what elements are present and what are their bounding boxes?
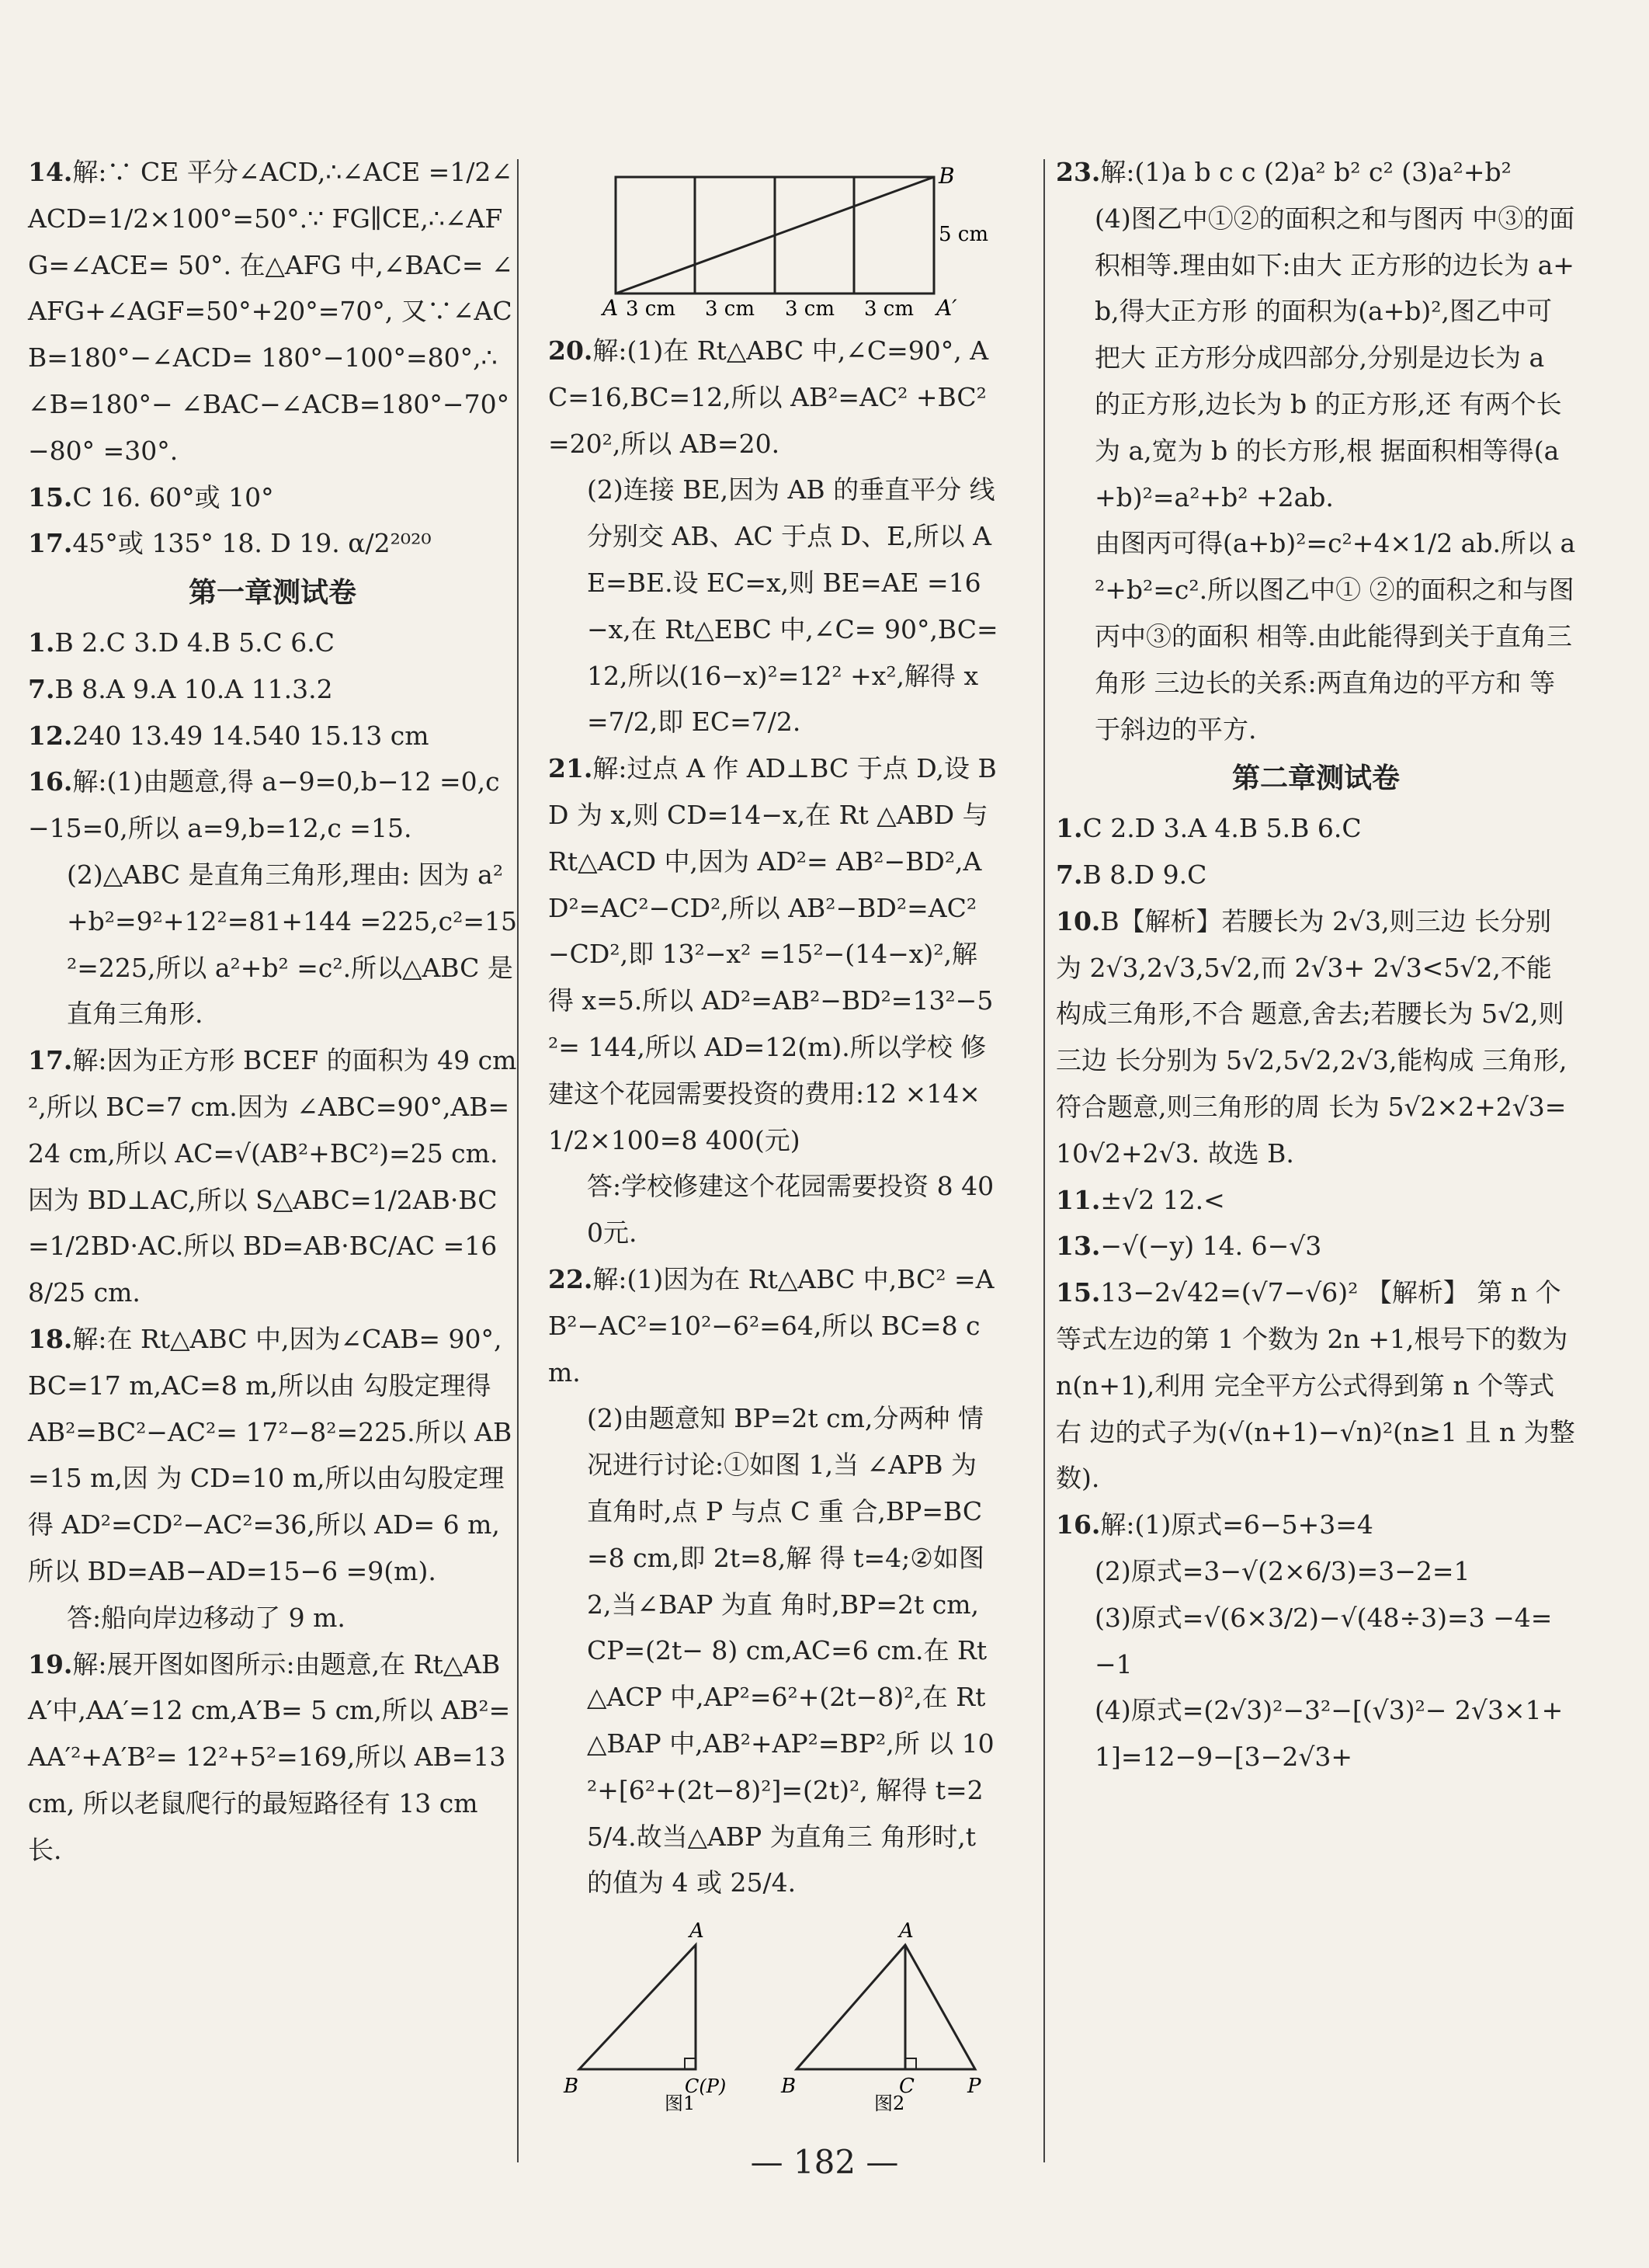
question-number: 12. xyxy=(28,720,73,751)
label-5cm: 5 cm xyxy=(939,223,989,246)
answer-text: C 2.D 3.A 4.B 5.B 6.C xyxy=(1082,813,1362,844)
triangle-figures xyxy=(548,1906,998,2116)
fig1-label-a: A xyxy=(689,1919,704,1943)
answer-text: 解:(1)原式=6−5+3=4 xyxy=(1100,1509,1373,1540)
column-1 xyxy=(28,149,517,1873)
answer-text: B【解析】若腰长为 2√3,则三边 长分别为 2√3,2√3,5√2,而 2√3+ 2√3<5√2,不能构成三角形,不合 题意,舍去;若腰长为 5√2,则三边 长分别为 5√2,5√2,2√3,能构成 三角形,符合题意,则三角形的周 长为 5√2×2+2√3=10√2+2√3. 故选 B. xyxy=(1056,905,1567,1169)
answer-item xyxy=(28,759,517,852)
segment-label: 3 cm xyxy=(785,297,835,321)
answer-continuation: 答:船向岸边移动了 9 m. xyxy=(67,1602,345,1633)
question-number: 7. xyxy=(28,673,55,704)
answer-item xyxy=(1056,1269,1576,1502)
answer-item xyxy=(1056,805,1576,852)
answer-item xyxy=(28,713,517,759)
answer-item xyxy=(28,620,517,666)
fig2-label-p: P xyxy=(967,2075,981,2099)
question-number: 15. xyxy=(28,481,73,512)
answer-text: 解:因为正方形 BCEF 的面积为 49 cm²,所以 BC=7 cm.因为 ∠ABC=90°,AB=24 cm,所以 AC=√(AB²+BC²)=25 cm.因为 BD⊥AC,所以 S△ABC=1/2AB·BC =1/2BD·AC.所以 BD=AB·BC/AC =168/25 cm. xyxy=(28,1045,517,1308)
question-number: 16. xyxy=(28,766,73,797)
figure-1 xyxy=(563,1919,726,2114)
question-number: 21. xyxy=(548,753,593,784)
answer-text: C 16. 60°或 10° xyxy=(72,481,274,512)
label-b: B xyxy=(939,163,955,189)
question-number: 10. xyxy=(1056,905,1101,936)
column-2 xyxy=(548,149,998,2116)
answer-item xyxy=(548,328,998,467)
question-number: 19. xyxy=(28,1648,73,1679)
answer-item xyxy=(548,745,998,1163)
question-number: 14. xyxy=(28,157,73,187)
fig2-label-a: A xyxy=(899,1919,914,1943)
answer-text: 解:在 Rt△ABC 中,因为∠CAB= 90°,BC=17 m,AC=8 m,所以由 勾股定理得 AB²=BC²−AC²= 17²−8²=225.所以 AB=15 m,因 为 CD=10 m,所以由勾股定理得 AD²=CD²−AC²=36,所以 AD= 6 m,所以 BD=AB−AD=15−6 =9(m). xyxy=(28,1323,512,1586)
answer-item xyxy=(548,1256,998,1395)
answer-item xyxy=(28,1037,517,1316)
answer-item xyxy=(28,149,517,474)
answer-continuation: (2)原式=3−√(2×6/3)=3−2=1 xyxy=(1095,1555,1470,1586)
page-number: — 182 — xyxy=(750,2143,899,2181)
segment-label: 3 cm xyxy=(864,297,915,321)
answer-text: 解:过点 A 作 AD⊥BC 于点 D,设 BD 为 x,则 CD=14−x,在 Rt △ABD 与 Rt△ACD 中,因为 AD²= AB²−BD²,AD²=AC²−CD²,所以 AB²−BD²=AC²−CD²,即 13²−x² =15²−(14−x)²,解得 x=5.所以 AD²=AB²−BD²=13²−5²= 144,所以 AD=12(m).所以学校 修建这个花园需要投资的费用:12 ×14×1/2×100=8 400(元) xyxy=(548,753,997,1155)
question-number: 11. xyxy=(1056,1184,1101,1215)
answer-text: 解:∵ CE 平分∠ACD,∴∠ACE =1/2∠ACD=1/2×100°=50°.∵ FG∥CE,∴∠AFG=∠ACE= 50°. 在△AFG 中,∠BAC= ∠AFG+∠AGF=50°+20°=70°, 又∵∠ACB=180°−∠ACD= 180°−100°=80°,∴∠B=180°− ∠BAC−∠ACB=180°−70°−80° =30°. xyxy=(28,157,513,466)
fig1-caption: 图1 xyxy=(665,2093,696,2115)
answer-text: 解:(1)由题意,得 a−9=0,b−12 =0,c−15=0,所以 a=9,b=12,c =15. xyxy=(28,766,500,844)
answer-text: 解:(1)因为在 Rt△ABC 中,BC² =AB²−AC²=10²−6²=64,所以 BC=8 cm. xyxy=(548,1263,995,1388)
answer-text: B 8.D 9.C xyxy=(1082,859,1207,890)
segment-label: 3 cm xyxy=(705,297,755,321)
column-2-text xyxy=(548,328,998,1906)
answer-item xyxy=(1056,898,1576,1177)
section-heading: 第二章测试卷 xyxy=(1231,762,1400,795)
label-a: A xyxy=(602,295,619,321)
question-number: 20. xyxy=(548,335,593,366)
section-heading: 第一章测试卷 xyxy=(188,577,356,610)
answer-text: −√(−y) 14. 6−√3 xyxy=(1100,1231,1322,1262)
question-number: 22. xyxy=(548,1263,593,1294)
question-number: 13. xyxy=(1056,1231,1101,1262)
answer-continuation: (3)原式=√(6×3/2)−√(48÷3)=3 −4=−1 xyxy=(1095,1602,1553,1679)
answer-text: 13−2√42=(√7−√6)² 【解析】 第 n 个等式左边的第 1 个数为 2n +1,根号下的数为 n(n+1),利用 完全平方公式得到第 n 个等式右 边的式子为(√(n+1)−√n)²(n≥1 且 n 为整数). xyxy=(1056,1277,1575,1494)
answer-item xyxy=(28,666,517,713)
answer-continuation: (4)原式=(2√3)²−3²−[(√3)²− 2√3×1+1]=12−9−[3−2√3+ xyxy=(1095,1695,1564,1773)
label-a-prime: A′ xyxy=(936,295,957,321)
answer-text: 240 13.49 14.540 15.13 cm xyxy=(72,720,429,751)
answer-item xyxy=(28,474,517,521)
answer-text: B 2.C 3.D 4.B 5.C 6.C xyxy=(54,627,335,658)
answer-item xyxy=(28,1641,517,1874)
figure-2 xyxy=(780,1919,981,2114)
answer-item xyxy=(1056,1177,1576,1224)
answer-text: 解:(1)在 Rt△ABC 中,∠C=90°, AC=16,BC=12,所以 AB²=AC² +BC²=20²,所以 AB=20. xyxy=(548,335,989,459)
answer-text: 解:(1)a b c c (2)a² b² c² (3)a²+b² xyxy=(1100,157,1512,187)
column-divider-1 xyxy=(517,159,519,2162)
segment-label: 3 cm xyxy=(626,297,676,321)
answer-continuation: 答:学校修建这个花园需要投资 8 400元. xyxy=(587,1171,995,1249)
answer-text: 45°或 135° 18. D 19. α/2²⁰²⁰ xyxy=(72,528,432,559)
column-divider-2 xyxy=(1043,159,1045,2162)
answer-continuation: (2)△ABC 是直角三角形,理由: 因为 a²+b²=9²+12²=81+144 =225,c²=15²=225,所以 a²+b² =c².所以△ABC 是直角三角形. xyxy=(67,859,517,1030)
question-number: 17. xyxy=(28,528,73,559)
answer-continuation: (4)图乙中①②的面积之和与图丙 中③的面积相等.理由如下:由大 正方形的边长为 a+b,得大正方形 的面积为(a+b)²,图乙中可把大 正方形分成四部分,分别是边长为 a 的正方形,边长为 b 的正方形,还 有两个长为 a,宽为 b 的长方形,根 据面积相等得(a+b)²=a²+b² +2ab. xyxy=(1095,203,1575,512)
answer-item xyxy=(28,520,517,567)
answer-continuation: 由图丙可得(a+b)²=c²+4×1/2 ab.所以 a²+b²=c².所以图乙中① ②的面积之和与图丙中③的面积 相等.由此能得到关于直角三角形 三边长的关系:两直角边的平方和 等于斜边的平方. xyxy=(1095,528,1576,745)
answer-text: 解:展开图如图所示:由题意,在 Rt△ABA′中,AA′=12 cm,A′B= 5 cm,所以 AB²=AA′²+A′B²= 12²+5²=169,所以 AB=13 cm, 所以老鼠爬行的最短路径有 13 cm 长. xyxy=(28,1648,511,1865)
fig1-label-c: C(P) xyxy=(685,2075,727,2098)
fig2-label-c: C xyxy=(899,2075,915,2099)
question-number: 1. xyxy=(1056,813,1083,844)
fig2-label-b: B xyxy=(781,2075,797,2099)
question-number: 15. xyxy=(1056,1277,1101,1308)
answer-item xyxy=(1056,1502,1576,1548)
rectangle-unfold-figure xyxy=(548,149,998,328)
answer-continuation: (2)由题意知 BP=2t cm,分两种 情况进行讨论:①如图 1,当 ∠APB 为直角时,点 P 与点 C 重 合,BP=BC=8 cm,即 2t=8,解 得 t=4;②如图 2,当∠BAP 为直 角时,BP=2t cm,CP=(2t− 8) cm,AC=6 cm.在 Rt△ACP 中,AP²=6²+(2t−8)²,在 Rt △BAP 中,AB²+AP²=BP²,所 以 10²+[6²+(2t−8)²]=(2t)², 解得 t=25/4.故当△ABP 为直角三 角形时,t 的值为 4 或 25/4. xyxy=(587,1403,995,1898)
question-number: 7. xyxy=(1056,859,1083,890)
column-3 xyxy=(1056,149,1576,1780)
fig2-caption: 图2 xyxy=(874,2093,905,2115)
answer-item xyxy=(1056,1223,1576,1269)
answer-text: ±√2 12.< xyxy=(1100,1184,1225,1215)
fig1-label-b: B xyxy=(564,2075,579,2099)
question-number: 1. xyxy=(28,627,55,658)
question-number: 17. xyxy=(28,1045,73,1076)
question-number: 18. xyxy=(28,1323,73,1354)
answer-item xyxy=(1056,852,1576,898)
answer-text: B 8.A 9.A 10.A 11.3.2 xyxy=(54,673,333,704)
answer-item xyxy=(1056,149,1576,196)
question-number: 23. xyxy=(1056,157,1101,187)
question-number: 16. xyxy=(1056,1509,1101,1540)
answer-continuation: (2)连接 BE,因为 AB 的垂直平分 线分别交 AB、AC 于点 D、E,所以 AE=BE.设 EC=x,则 BE=AE =16−x,在 Rt△EBC 中,∠C= 90°,BC=12,所以(16−x)²=12² +x²,解得 x=7/2,即 EC=7/2. xyxy=(587,474,998,738)
answer-item xyxy=(28,1316,517,1595)
